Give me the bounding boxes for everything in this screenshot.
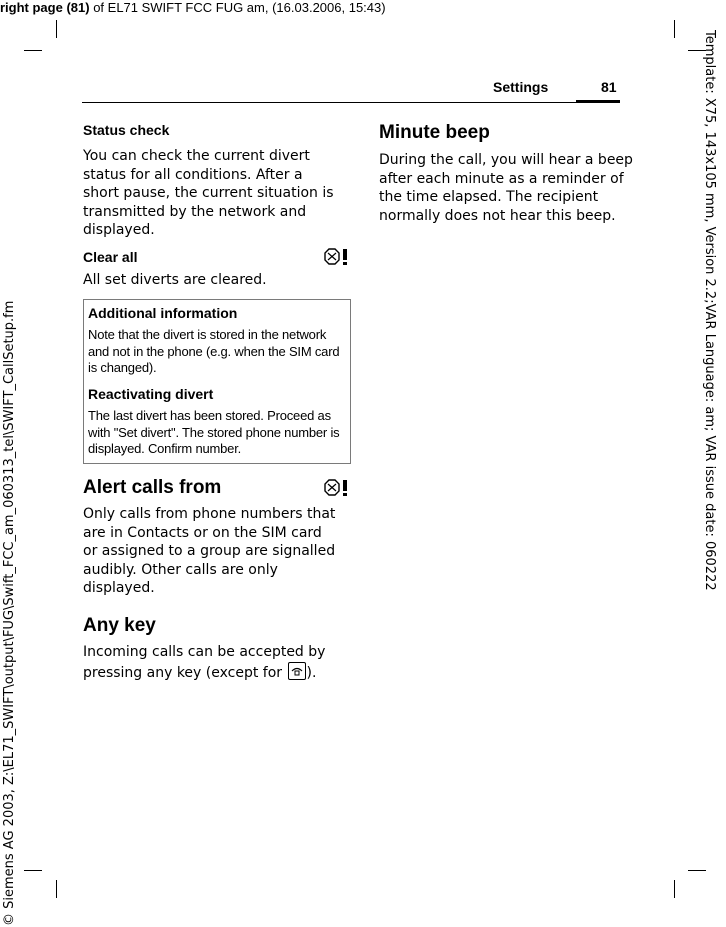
alert-calls-icons xyxy=(323,479,349,497)
any-key-text xyxy=(83,643,348,682)
any-key-heading: Any key xyxy=(83,615,156,636)
clear-all-icons xyxy=(323,248,349,266)
operator-service-icon xyxy=(323,248,341,266)
crop-mark xyxy=(688,870,706,871)
crop-mark xyxy=(674,20,675,38)
info-box-text: Note that the divert is stored in the network and not in the phone (e.g. when the SIM card is changed). xyxy=(88,327,340,375)
minute-beep-heading: Minute beep xyxy=(379,122,490,143)
template-info-vertical: Template: X75, 143x105 mm, Version 2.2;VAR Language: am; VAR issue date: 060222 xyxy=(702,30,717,591)
crop-mark xyxy=(56,20,57,38)
warning-icon xyxy=(341,479,349,497)
crop-mark xyxy=(24,50,42,51)
additional-info-box xyxy=(83,299,351,464)
any-key-text-after: ). xyxy=(306,664,317,681)
print-header-bold: right page (81) xyxy=(0,0,90,15)
reactivating-divert-text: The last divert has been stored. Proceed as with "Set divert". The stored phone number is displayed. Confirm number. xyxy=(88,408,340,456)
reactivating-divert-heading: Reactivating divert xyxy=(88,386,214,402)
crop-mark xyxy=(674,880,675,898)
print-header-rest: of EL71 SWIFT FCC FUG am, (16.03.2006, 15:43) xyxy=(89,0,386,15)
status-check-heading: Status check xyxy=(83,122,170,138)
alert-calls-text: Only calls from phone numbers that are in Contacts or on the SIM card or assigned to a group are signalled audibly. Other calls are only displayed. xyxy=(83,506,336,596)
crop-mark xyxy=(24,870,42,871)
clear-all-heading: Clear all xyxy=(83,249,138,265)
warning-icon xyxy=(341,248,349,266)
any-key-text-before: Incoming calls can be accepted by pressing any key (except for xyxy=(83,644,326,681)
minute-beep-text: During the call, you will hear a beep after each minute as a reminder of the time elapsed. The recipient normally does not hear this beep. xyxy=(379,152,633,224)
clear-all-text: All set diverts are cleared. xyxy=(83,272,267,288)
end-call-key-icon xyxy=(288,662,306,680)
crop-mark xyxy=(56,880,57,898)
header-rule-thick xyxy=(576,100,620,103)
alert-calls-heading: Alert calls from xyxy=(83,477,222,498)
status-check-text: You can check the current divert status for all conditions. After a short pause, the current situation is transmitted by the network and displayed. xyxy=(83,148,334,238)
page-number: 81 xyxy=(601,79,617,95)
operator-service-icon xyxy=(323,479,341,497)
header-rule xyxy=(82,102,620,103)
copyright-path-vertical: © Siemens AG 2003, Z:\EL71_SWIFT\output\FUG\Swift_FCC_am_060313_tel\SWIFT_CallSetup.fm xyxy=(2,300,17,926)
info-box-heading: Additional information xyxy=(88,305,238,321)
section-title: Settings xyxy=(493,79,549,95)
print-header-line xyxy=(0,0,386,15)
